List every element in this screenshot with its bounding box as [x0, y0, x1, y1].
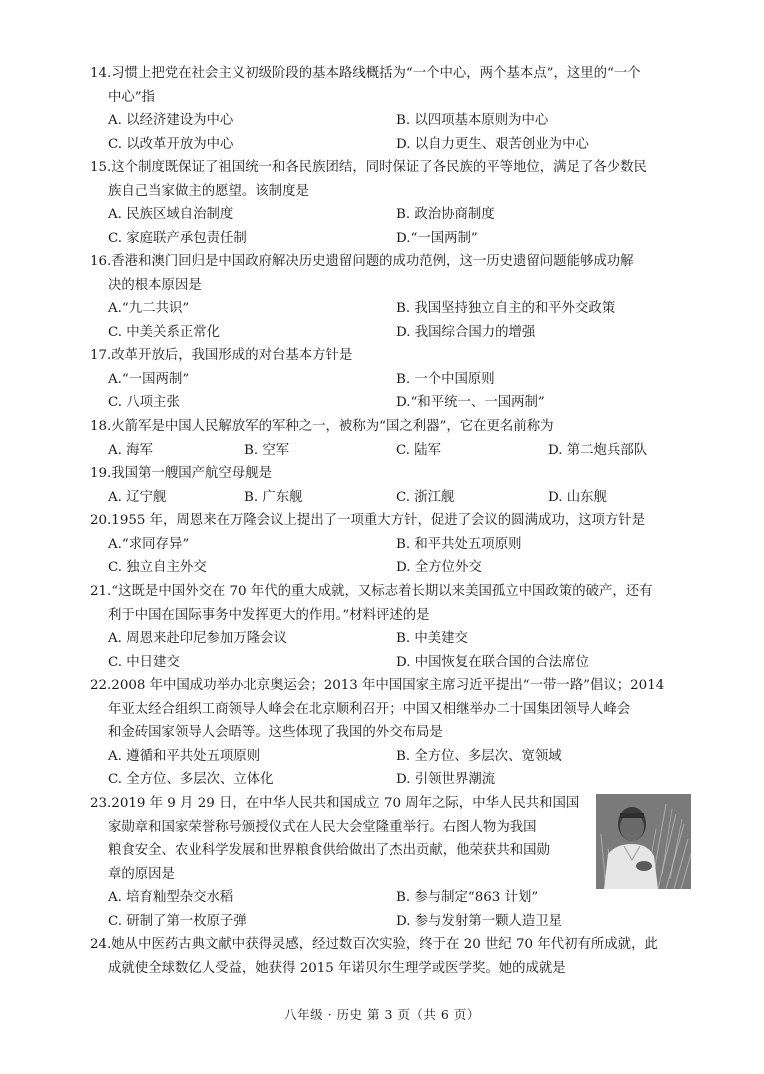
option-a: A. 周恩来赴印尼参加万隆会议	[108, 631, 287, 647]
option-d: D. 第二炮兵部队	[548, 442, 648, 458]
option-c: C. 以改革开放为中心	[108, 136, 234, 152]
stem-line: 章的原因是	[108, 866, 175, 882]
stem-line: 习惯上把党在社会主义初级阶段的基本路线概括为“一个中心，两个基本点”，这里的“一个	[111, 66, 641, 81]
stem-line: 利于中国在国际事务中发挥更大的作用。”材料评述的是	[108, 607, 430, 623]
option-row	[90, 368, 694, 392]
option-b: B. 政治协商制度	[396, 207, 495, 223]
question-17	[90, 344, 694, 415]
option-a: A.“九二共识”	[108, 301, 190, 317]
option-b: B. 参与制定“863 计划”	[396, 890, 539, 906]
question-22	[90, 674, 694, 792]
stem-line: 2008 年中国成功举办北京奥运会；2013 年中国国家主席习近平提出“一带一路”倡议；2014	[111, 678, 665, 693]
question-stem	[90, 580, 694, 627]
option-b: B. 一个中国原则	[396, 371, 495, 387]
stem-line: 和金砖国家领导人会晤等。这些体现了我国的外交布局是	[108, 725, 443, 741]
option-a: A. 培育籼型杂交水稻	[108, 890, 234, 906]
question-number: 20.	[90, 513, 112, 528]
question-14	[90, 62, 694, 156]
question-number: 15.	[90, 160, 112, 175]
question-stem	[90, 415, 694, 439]
portrait-image	[596, 794, 691, 889]
option-row	[90, 627, 694, 651]
question-number: 18.	[90, 419, 112, 434]
option-d: D. 山东舰	[548, 489, 607, 505]
option-row	[90, 297, 694, 321]
option-d: D. 我国综合国力的增强	[396, 324, 536, 340]
option-d: D.“一国两制”	[396, 230, 478, 246]
option-c: C. 中美关系正常化	[108, 324, 221, 340]
option-d: D. 以自力更生、艰苦创业为中心	[396, 136, 589, 152]
option-row	[90, 321, 694, 345]
option-a: A. 遵循和平共处五项原则	[108, 748, 261, 764]
question-20	[90, 509, 694, 580]
option-row	[90, 203, 694, 227]
portrait-photo	[596, 794, 691, 889]
stem-line: 决的根本原因是	[108, 277, 202, 293]
question-stem	[90, 250, 694, 297]
option-b: B. 全方位、多层次、宽领域	[396, 748, 562, 764]
stem-line: 粮食安全、农业科学发展和世界粮食供给做出了杰出贡献，他荣获共和国勋	[108, 843, 550, 859]
stem-line: 成就使全球数亿人受益，她获得 2015 年诺贝尔生理学或医学奖。她的成就是	[108, 960, 566, 976]
option-b: B. 我国坚持独立自主的和平外交政策	[396, 301, 616, 317]
question-number: 14.	[90, 66, 112, 81]
question-16	[90, 250, 694, 344]
option-c: C. 浙江舰	[396, 489, 455, 505]
option-row	[90, 768, 694, 792]
question-number: 19.	[90, 466, 112, 481]
stem-line: 2019 年 9 月 29 日，在中华人民共和国成立 70 周年之际，中华人民共和国国	[111, 796, 580, 811]
question-number: 21.	[90, 584, 112, 599]
option-c: C. 中日建交	[108, 654, 180, 670]
option-a: A.“一国两制”	[108, 371, 190, 387]
question-number: 16.	[90, 254, 112, 269]
option-row	[90, 391, 694, 415]
question-stem	[90, 462, 694, 486]
option-row	[90, 227, 694, 251]
question-stem	[90, 933, 694, 980]
stem-line: 1955 年，周恩来在万隆会议上提出了一项重大方针，促进了会议的圆满成功，这项方针是	[111, 513, 646, 528]
question-21	[90, 580, 694, 674]
question-19	[90, 462, 694, 509]
option-c: C. 研制了第一枚原子弹	[108, 913, 247, 929]
option-row	[90, 439, 694, 463]
question-15	[90, 156, 694, 250]
option-c: C. 独立自主外交	[108, 560, 207, 576]
question-stem	[90, 509, 694, 533]
question-stem	[90, 344, 694, 368]
stem-line: 这个制度既保证了祖国统一和各民族团结，同时保证了各民族的平等地位，满足了各少数民	[111, 160, 647, 175]
stem-line: 香港和澳门回归是中国政府解决历史遗留问题的成功范例，这一历史遗留问题能够成功解	[111, 254, 634, 269]
option-d: D.“和平统一、一国两制”	[396, 395, 545, 411]
question-number: 22.	[90, 678, 112, 693]
option-b: B. 和平共处五项原则	[396, 536, 522, 552]
option-d: D. 引领世界潮流	[396, 772, 496, 788]
stem-line: “这既是中国外交在 70 年代的重大成就，又标志着长期以来美国孤立中国政策的破产，还有	[111, 584, 653, 599]
option-b: B. 空军	[244, 442, 290, 458]
option-c: C. 全方位、多层次、立体化	[108, 772, 274, 788]
option-row	[90, 556, 694, 580]
question-stem	[90, 156, 694, 203]
question-24	[90, 933, 694, 980]
option-row	[90, 533, 694, 557]
page-footer: 八年级 · 历史 第 3 页（共 6 页）	[284, 1007, 480, 1022]
option-row	[90, 745, 694, 769]
question-stem	[90, 674, 694, 745]
option-a: A.“求同存异”	[108, 536, 190, 552]
option-row	[90, 109, 694, 133]
question-number: 17.	[90, 348, 112, 363]
question-number: 23.	[90, 796, 112, 811]
option-row	[90, 486, 694, 510]
stem-line: 中心”指	[108, 89, 156, 105]
option-row	[90, 910, 694, 934]
option-d: D. 全方位外交	[396, 560, 482, 576]
option-c: C. 陆军	[396, 442, 442, 458]
question-18	[90, 415, 694, 462]
stem-line: 她从中医药古典文献中获得灵感，经过数百次实验，终于在 20 世纪 70 年代初有所成就，此	[111, 937, 658, 952]
option-a: A. 以经济建设为中心	[108, 113, 234, 129]
option-row	[90, 886, 694, 910]
option-b: B. 以四项基本原则为中心	[396, 113, 549, 129]
option-a: A. 民族区域自治制度	[108, 207, 234, 223]
stem-line: 火箭军是中国人民解放军的军种之一，被称为“国之利器”，它在更名前称为	[111, 419, 554, 434]
stem-line: 族自己当家做主的愿望。该制度是	[108, 183, 309, 199]
question-stem	[90, 62, 694, 109]
question-number: 24.	[90, 937, 112, 952]
stem-line: 家勋章和国家荣誉称号颁授仪式在人民大会堂隆重举行。右图人物为我国	[108, 819, 537, 835]
option-d: D. 参与发射第一颗人造卫星	[396, 913, 563, 929]
stem-line: 改革开放后，我国形成的对台基本方针是	[111, 348, 353, 363]
option-a: A. 辽宁舰	[108, 489, 167, 505]
stem-line: 我国第一艘国产航空母舰是	[111, 466, 272, 481]
option-b: B. 广东舰	[244, 489, 303, 505]
stem-line: 年亚太经合组织工商领导人峰会在北京顺利召开；中国又相继举办二十国集团领导人峰会	[108, 701, 631, 717]
option-row	[90, 651, 694, 675]
option-row	[90, 133, 694, 157]
option-d: D. 中国恢复在联合国的合法席位	[396, 654, 589, 670]
option-c: C. 家庭联产承包责任制	[108, 230, 247, 246]
option-b: B. 中美建交	[396, 631, 468, 647]
option-a: A. 海军	[108, 442, 153, 458]
option-c: C. 八项主张	[108, 395, 180, 411]
